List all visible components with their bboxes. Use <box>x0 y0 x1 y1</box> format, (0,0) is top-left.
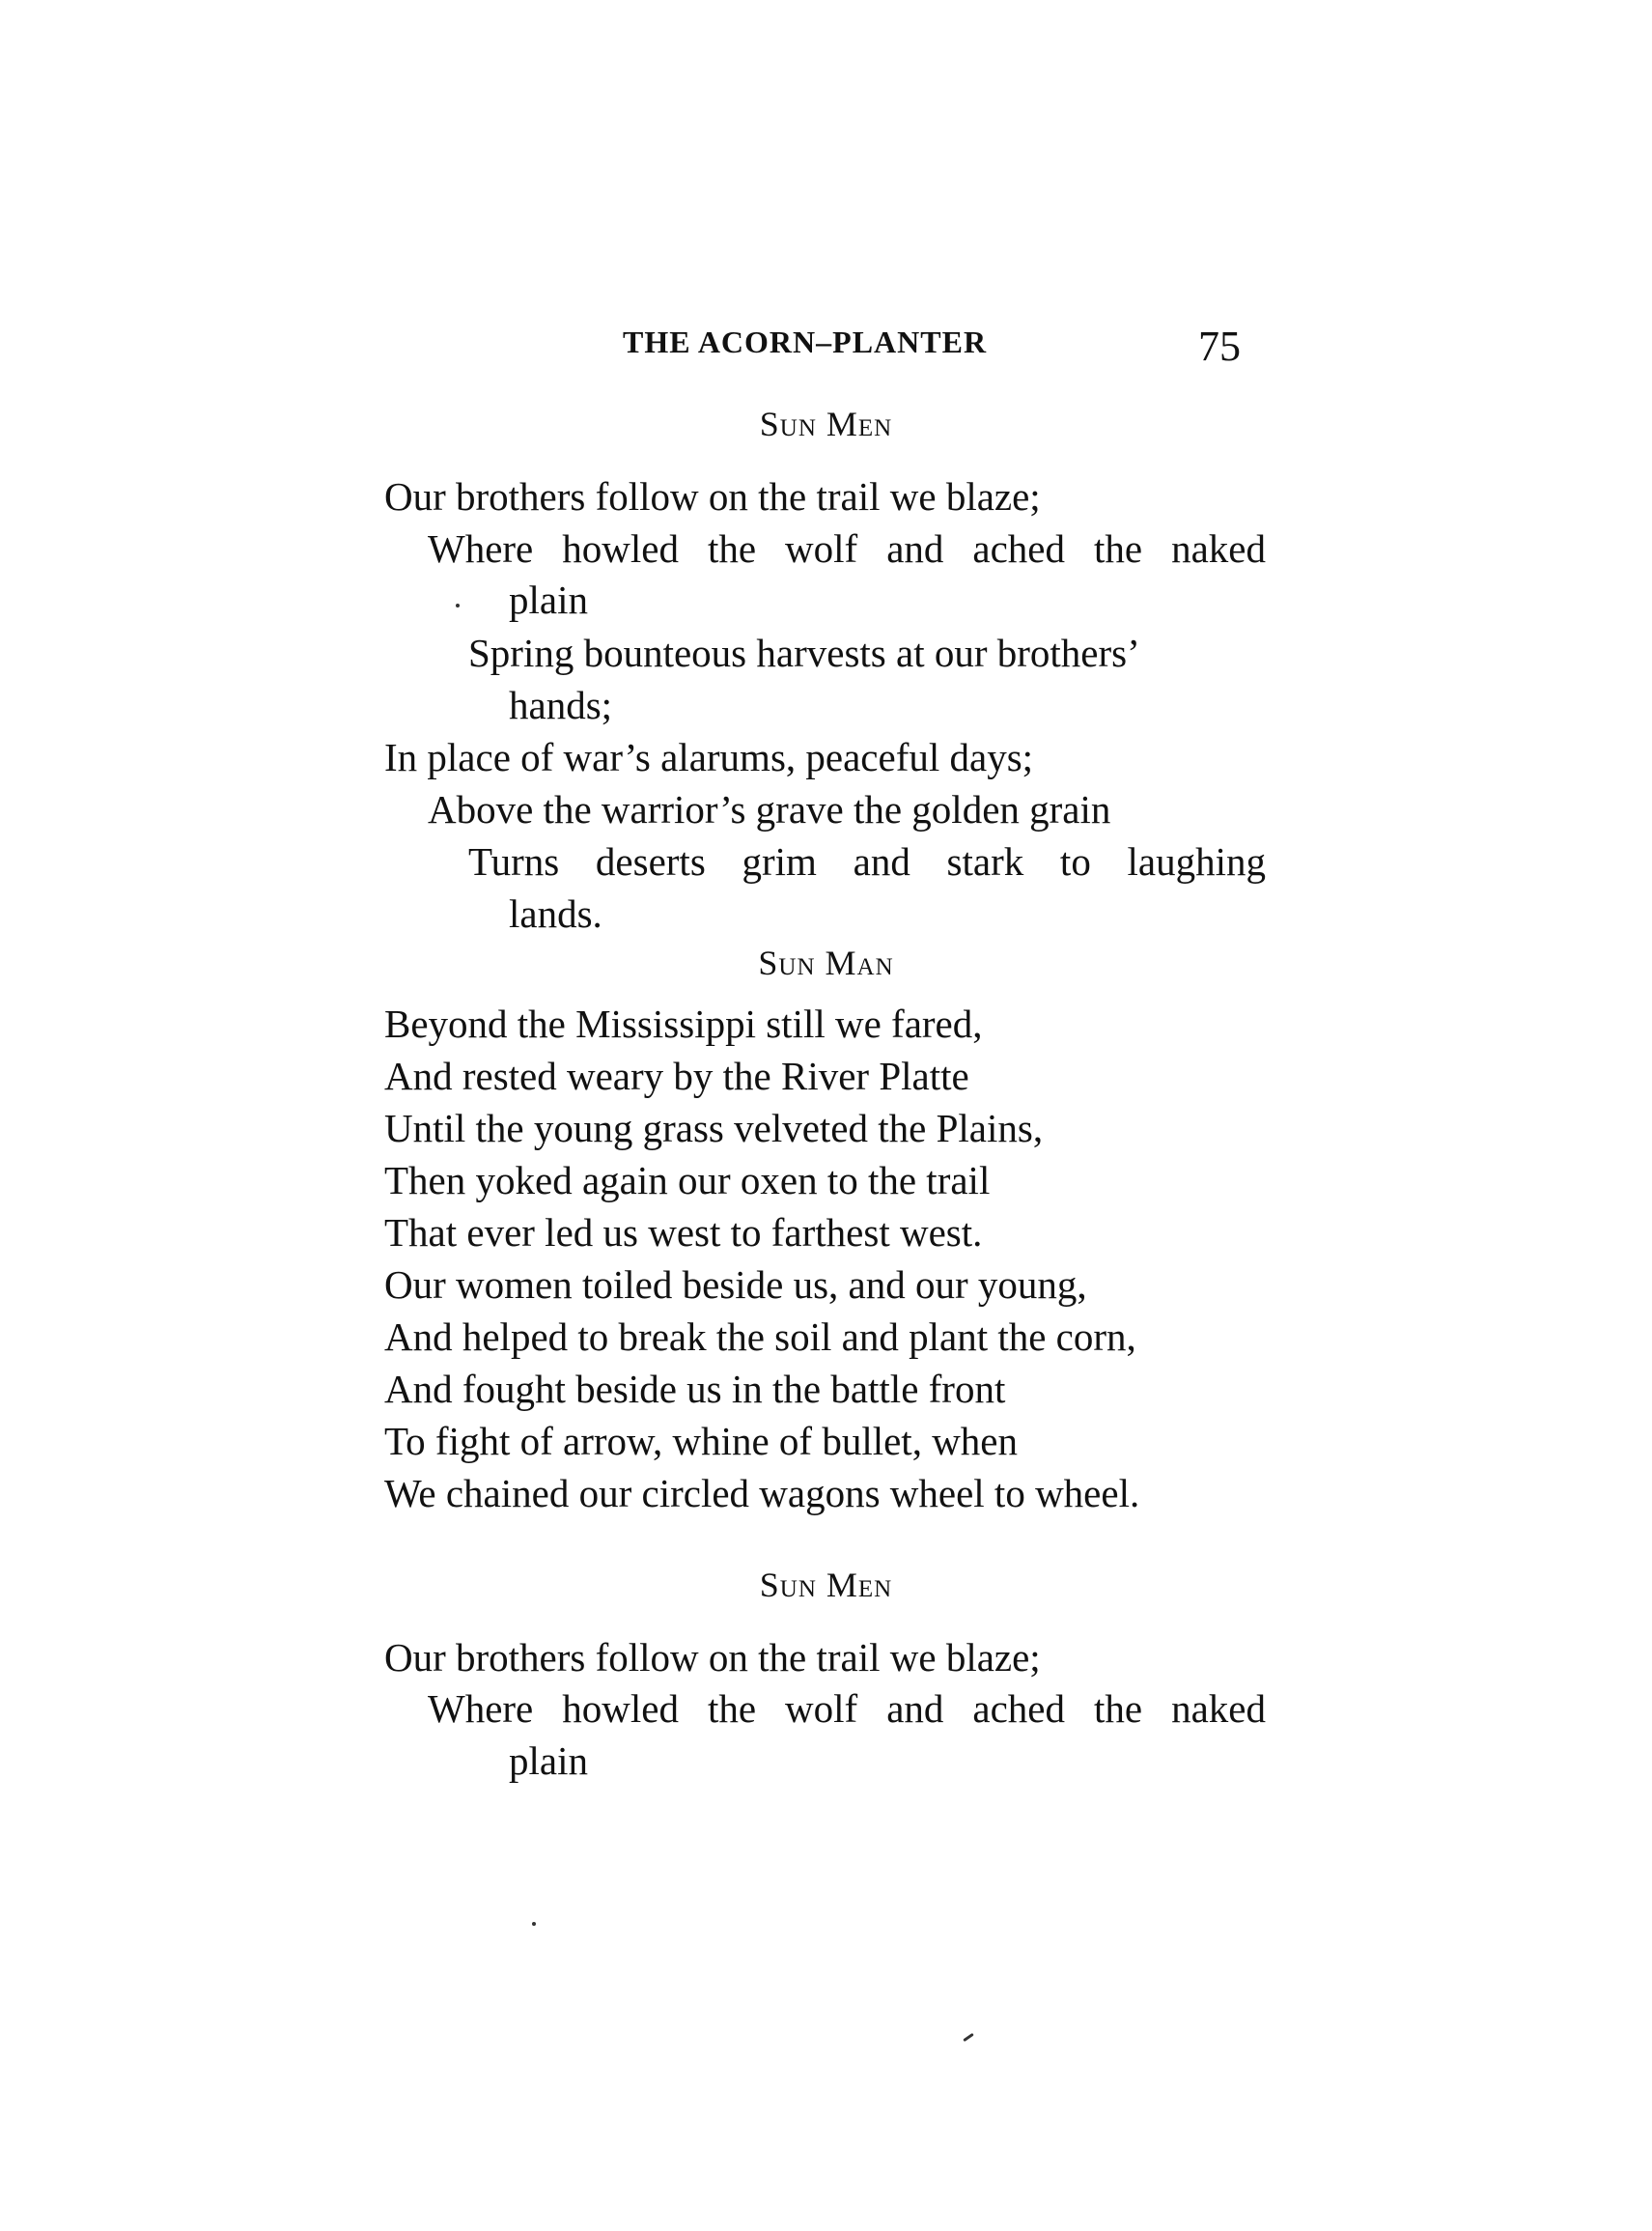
poem-line: hands; <box>509 683 613 727</box>
poem-line: That ever led us west to farthest west. <box>384 1210 983 1255</box>
speaker-heading: Sun Man <box>758 944 894 982</box>
poem-line: Where howled the wolf and ached the naked <box>428 526 1266 571</box>
poem-line: Until the young grass velveted the Plains, <box>384 1106 1044 1150</box>
ink-speck <box>456 604 460 607</box>
poem-line: plain <box>509 578 588 622</box>
poem-line: Where howled the wolf and ached the naked <box>428 1686 1266 1731</box>
ink-mark <box>963 2033 974 2042</box>
poem-line: Our women toiled beside us, and our young, <box>384 1262 1087 1307</box>
poem-line: Beyond the Mississippi still we fared, <box>384 1002 983 1046</box>
speaker-heading: Sun Men <box>759 1566 893 1604</box>
poem-line: And rested weary by the River Platte <box>384 1054 969 1098</box>
poem-line: lands. <box>509 891 602 936</box>
poem-line: To fight of arrow, whine of bullet, when <box>384 1419 1018 1463</box>
page-number: 75 <box>1198 323 1241 370</box>
poem-line: And fought beside us in the battle front <box>384 1367 1006 1411</box>
poem-line: Our brothers follow on the trail we blaze; <box>384 1635 1041 1680</box>
poem-line: Above the warrior’s grave the golden grain <box>428 787 1111 832</box>
ink-speck <box>532 1922 536 1926</box>
poem-line: plain <box>509 1738 588 1783</box>
poem-line: Spring bounteous harvests at our brothers’ <box>468 631 1140 675</box>
poem-line: Then yoked again our oxen to the trail <box>384 1158 991 1202</box>
poem-line: In place of war’s alarums, peaceful days; <box>384 735 1034 779</box>
poem-line: And helped to break the soil and plant the corn, <box>384 1314 1136 1359</box>
poem-line: We chained our circled wagons wheel to wheel. <box>384 1471 1140 1515</box>
running-title: THE ACORN–PLANTER <box>623 325 988 359</box>
poem-line: Our brothers follow on the trail we blaze; <box>384 474 1041 519</box>
poem-line: Turns deserts grim and stark to laughing <box>468 839 1266 884</box>
speaker-heading: Sun Men <box>759 405 893 443</box>
